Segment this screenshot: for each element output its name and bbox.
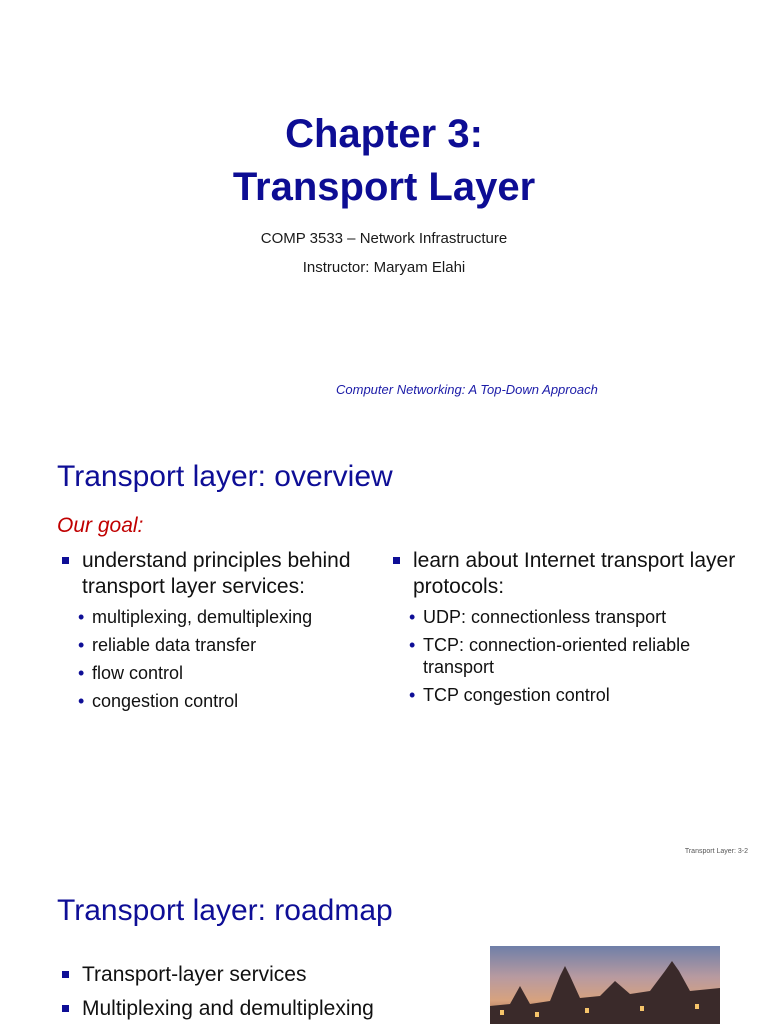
sub-list xyxy=(409,606,753,706)
chapter-title-line2: Transport Layer xyxy=(232,165,536,209)
sub-item-text: TCP: connection-oriented reliable transport xyxy=(423,635,691,677)
sub-item-text: multiplexing, demultiplexing xyxy=(92,607,313,627)
dot-bullet-icon: • xyxy=(409,635,416,655)
sub-item xyxy=(409,634,753,678)
dot-bullet-icon: • xyxy=(409,685,416,705)
roadmap-item xyxy=(62,992,462,1026)
overview-slide xyxy=(0,438,768,868)
title-slide xyxy=(0,0,768,430)
building-silhouette-icon xyxy=(490,946,720,1024)
roadmap-item-text: Transport-layer services xyxy=(82,963,307,986)
square-bullet-icon xyxy=(62,557,69,564)
bullet-text: understand principles behind transport layer services: xyxy=(82,549,351,598)
course-name: COMP 3533 – Network Infrastructure xyxy=(260,230,508,247)
roadmap-list xyxy=(62,958,462,1026)
chapter-title xyxy=(0,108,768,214)
city-photo xyxy=(490,946,720,1024)
sub-item xyxy=(409,606,753,628)
roadmap-item xyxy=(62,958,462,992)
instructor-name: Instructor: Maryam Elahi xyxy=(302,259,466,276)
bullet-item xyxy=(62,548,362,600)
left-column xyxy=(62,548,362,718)
right-column xyxy=(393,548,753,712)
square-bullet-icon xyxy=(62,1005,69,1012)
chapter-title-line1: Chapter 3: xyxy=(285,112,483,156)
square-bullet-icon xyxy=(393,557,400,564)
sub-item-text: TCP congestion control xyxy=(423,685,610,705)
slide-title: Transport layer: roadmap xyxy=(57,894,393,927)
slide-footer: Transport Layer: 3-2 xyxy=(684,848,748,855)
roadmap-item-text: Multiplexing and demultiplexing xyxy=(82,997,374,1020)
sub-item-text: congestion control xyxy=(92,691,239,711)
sub-item xyxy=(78,662,362,684)
square-bullet-icon xyxy=(62,971,69,978)
dot-bullet-icon: • xyxy=(78,691,85,711)
sub-item xyxy=(78,690,362,712)
sub-item xyxy=(78,606,362,628)
sub-item xyxy=(409,684,753,706)
slide-title: Transport layer: overview xyxy=(57,460,393,493)
dot-bullet-icon: • xyxy=(409,607,416,627)
dot-bullet-icon: • xyxy=(78,635,85,655)
book-title: Computer Networking: A Top-Down Approach xyxy=(336,382,598,397)
bullet-text: learn about Internet transport layer protocols: xyxy=(413,549,736,598)
sub-item-text: UDP: connectionless transport xyxy=(423,607,667,627)
sub-list xyxy=(78,606,362,712)
goal-label: Our goal: xyxy=(57,514,144,537)
roadmap-slide xyxy=(0,876,768,1024)
sub-item xyxy=(78,634,362,656)
sub-item-text: reliable data transfer xyxy=(92,635,257,655)
dot-bullet-icon: • xyxy=(78,663,85,683)
sub-item-text: flow control xyxy=(92,663,184,683)
bullet-item xyxy=(393,548,753,600)
dot-bullet-icon: • xyxy=(78,607,85,627)
